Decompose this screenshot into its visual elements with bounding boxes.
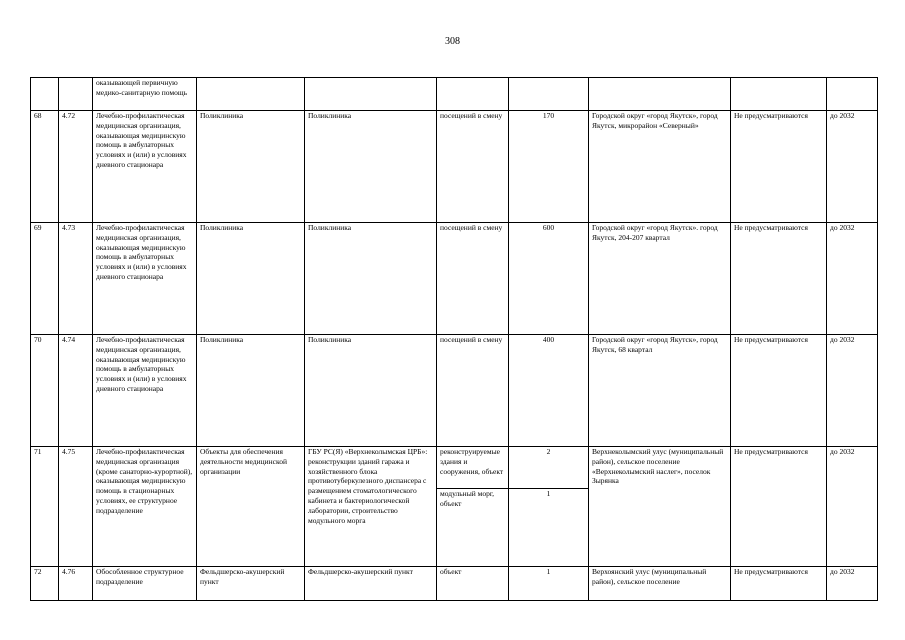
cell-unit: объект (437, 567, 509, 601)
cell-no: 70 (31, 335, 59, 447)
cell-value: 1 (509, 567, 589, 601)
planning-table (30, 77, 878, 601)
cell-location: Городской округ «город Якутск». город Якутск, 204-207 квартал (589, 223, 731, 335)
cell-name: оказывающей первичную медико-санитарную помощь (93, 78, 197, 111)
cell-no: 68 (31, 111, 59, 223)
cell-code (59, 78, 93, 111)
cell-type: Объекты для обеспечения деятельности медицинской организации (197, 447, 305, 567)
cell-term: до 2032 (827, 335, 878, 447)
cell-location: Городской округ «город Якутск», город Якутск, 68 квартал (589, 335, 731, 447)
cell-zones: Не предусматриваются (731, 111, 827, 223)
cell-name: Лечебно-профилактическая медицинская организация, оказывающая медицинскую помощь в амбулаторных условиях и (или) в условиях дневного стационара (93, 111, 197, 223)
cell-code: 4.76 (59, 567, 93, 601)
table-row (31, 223, 878, 335)
cell-term: до 2032 (827, 447, 878, 567)
cell-no (31, 78, 59, 111)
table-row (31, 447, 878, 489)
cell-no: 72 (31, 567, 59, 601)
cell-type: Поликлиника (197, 111, 305, 223)
cell-code: 4.72 (59, 111, 93, 223)
cell-location: Городской округ «город Якутск», город Якутск, микрорайон «Северный» (589, 111, 731, 223)
cell-name: Обособленное структурное подразделение (93, 567, 197, 601)
cell-name: Лечебно-профилактическая медицинская организация (кроме санаторно-курортной), оказывающая медицинскую помощь в стационарных условиях, ее структурное подразделение (93, 447, 197, 567)
cell-object: Фельдшерско-акушерский пункт (305, 567, 437, 601)
cell-zones (731, 78, 827, 111)
cell-term: до 2032 (827, 111, 878, 223)
cell-term: до 2032 (827, 223, 878, 335)
cell-location: Верхнеколымский улус (муниципальный район), сельское поселение «Верхнеколымский наслег», поселок Зырянка (589, 447, 731, 567)
cell-value: 400 (509, 335, 589, 447)
table-row (31, 111, 878, 223)
cell-zones: Не предусматриваются (731, 447, 827, 567)
cell-unit-2: модульный морг, объект (437, 489, 509, 567)
cell-zones: Не предусматриваются (731, 567, 827, 601)
cell-unit: посещений в смену (437, 335, 509, 447)
cell-value: 2 (509, 447, 589, 489)
cell-value-2: 1 (509, 489, 589, 567)
cell-name: Лечебно-профилактическая медицинская организация, оказывающая медицинскую помощь в амбулаторных условиях и (или) в условиях дневного стационара (93, 223, 197, 335)
cell-type (197, 78, 305, 111)
cell-unit (437, 78, 509, 111)
cell-no: 71 (31, 447, 59, 567)
cell-unit: посещений в смену (437, 111, 509, 223)
cell-no: 69 (31, 223, 59, 335)
cell-object: Поликлиника (305, 111, 437, 223)
cell-code: 4.73 (59, 223, 93, 335)
cell-unit: реконструируемые здания и сооружения, объект (437, 447, 509, 489)
page-number: 308 (445, 36, 460, 47)
cell-code: 4.74 (59, 335, 93, 447)
table-row (31, 78, 878, 111)
cell-term: до 2032 (827, 567, 878, 601)
cell-value (509, 78, 589, 111)
cell-object: Поликлиника (305, 223, 437, 335)
cell-value: 600 (509, 223, 589, 335)
cell-name: Лечебно-профилактическая медицинская организация, оказывающая медицинскую помощь в амбулаторных условиях и (или) в условиях дневного стационара (93, 335, 197, 447)
cell-unit: посещений в смену (437, 223, 509, 335)
cell-type: Поликлиника (197, 223, 305, 335)
cell-object: Поликлиника (305, 335, 437, 447)
cell-value: 170 (509, 111, 589, 223)
cell-type: Фельдшерско-акушерский пункт (197, 567, 305, 601)
cell-term (827, 78, 878, 111)
cell-object: ГБУ РС(Я) «Верхнеколымская ЦРБ»: реконструкции зданий гаража и хозяйственного блока противотуберкулезного диспансера с размещением стоматологического кабинета и бактериологической лаборатории, строительство модульного морга (305, 447, 437, 567)
cell-type: Поликлиника (197, 335, 305, 447)
cell-location: Верхоянский улус (муниципальный район), сельское поселение (589, 567, 731, 601)
cell-zones: Не предусматриваются (731, 335, 827, 447)
cell-code: 4.75 (59, 447, 93, 567)
table-row (31, 335, 878, 447)
cell-object (305, 78, 437, 111)
cell-location (589, 78, 731, 111)
cell-zones: Не предусматриваются (731, 223, 827, 335)
table-row (31, 567, 878, 601)
